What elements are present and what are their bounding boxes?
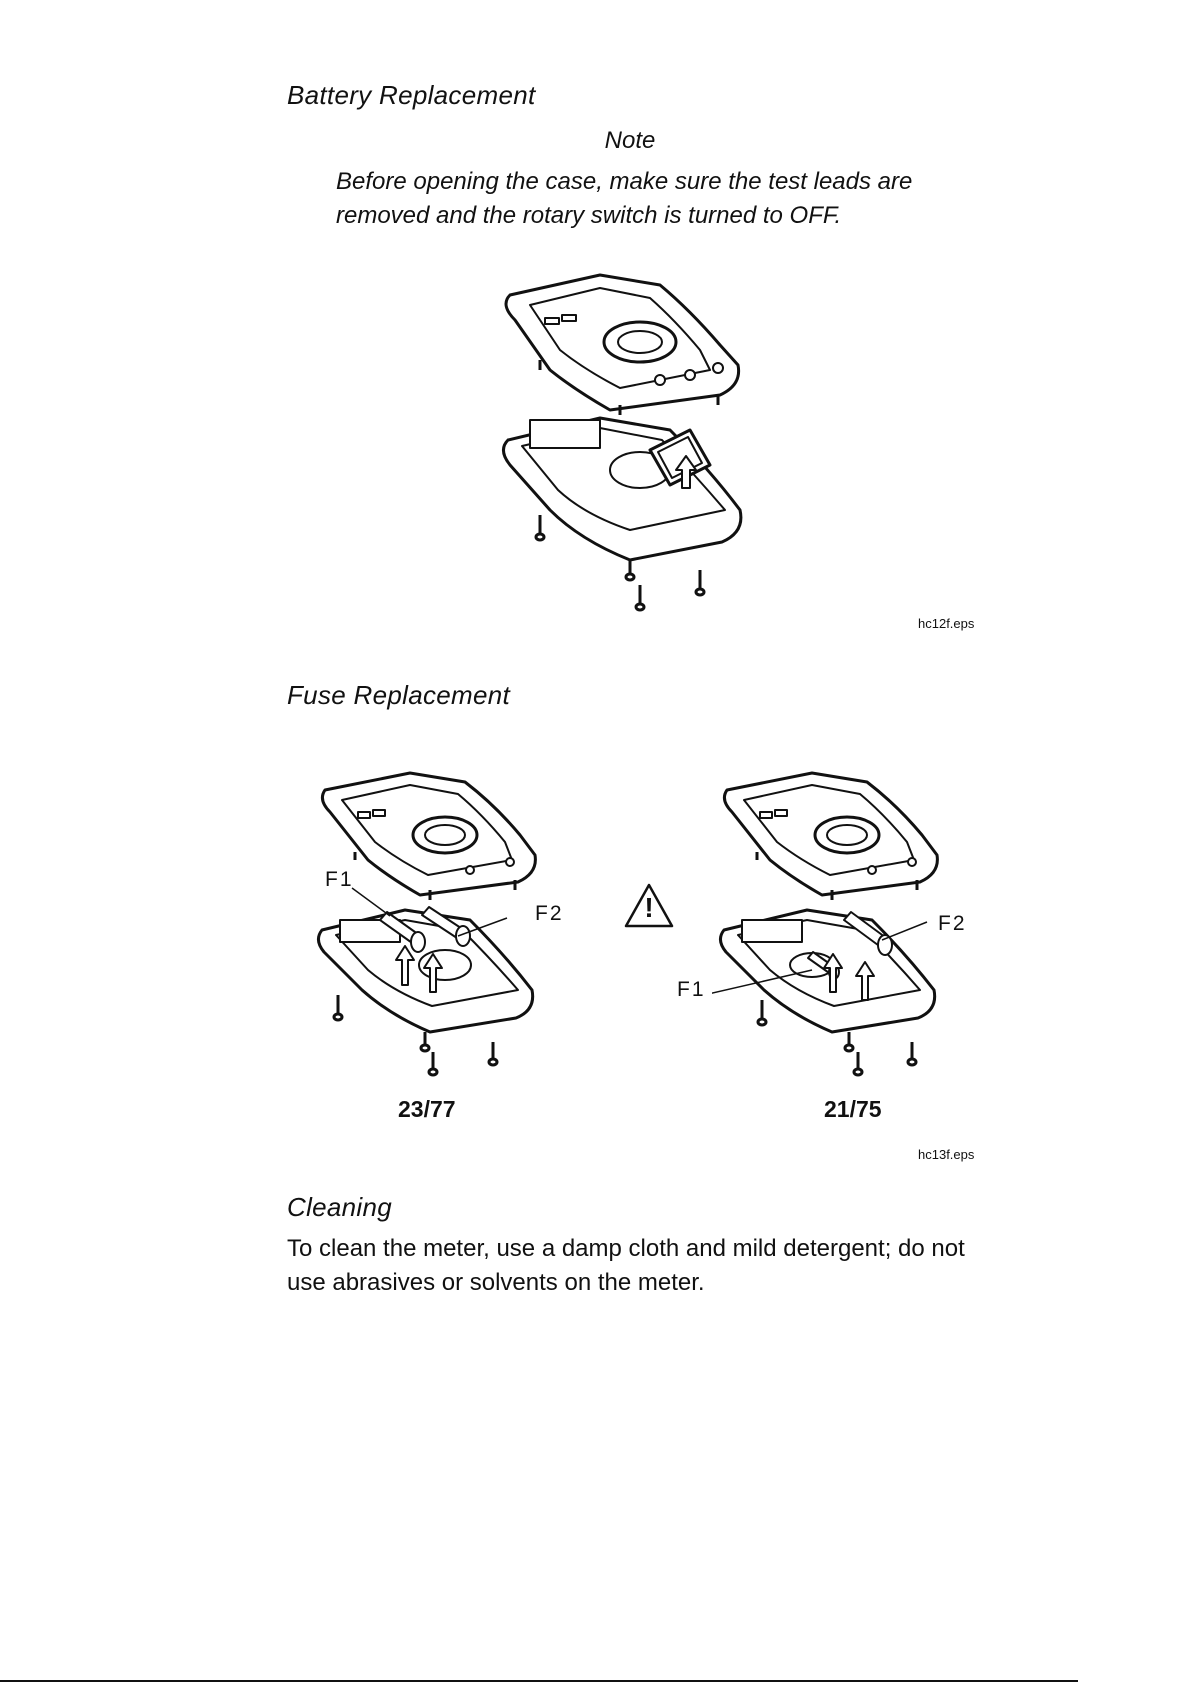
page-bottom-rule [0, 1680, 1078, 1682]
fuse-illustration-23-77 [310, 770, 560, 1090]
cleaning-heading: Cleaning [287, 1192, 393, 1222]
fuse-replacement-heading: Fuse Replacement [287, 680, 511, 710]
battery-replacement-heading: Battery Replacement [287, 80, 536, 110]
model-label-21-75: 21/75 [824, 1096, 882, 1122]
model-label-23-77: 23/77 [398, 1096, 456, 1122]
fuse-illustration-21-75 [712, 770, 962, 1090]
note-text: Before opening the case, make sure the test leads are removed and the rotary switch is turned to OFF. [336, 168, 913, 229]
battery-figure-id: hc12f.eps [918, 616, 975, 631]
fuse-f2-label-left: F2 [535, 902, 564, 925]
fuse-figure-id: hc13f.eps [918, 1147, 975, 1162]
warning-exclamation-mark: ! [644, 892, 654, 923]
fuse-f1-label-left: F1 [325, 868, 354, 891]
cleaning-text: To clean the meter, use a damp cloth and mild detergent; do not use abrasives or solvents on the meter. [287, 1235, 965, 1296]
fuse-f1-label-right: F1 [677, 978, 706, 1001]
note-label: Note [604, 127, 656, 154]
fuse-f2-label-right: F2 [938, 912, 967, 935]
battery-replacement-illustration [490, 270, 790, 620]
